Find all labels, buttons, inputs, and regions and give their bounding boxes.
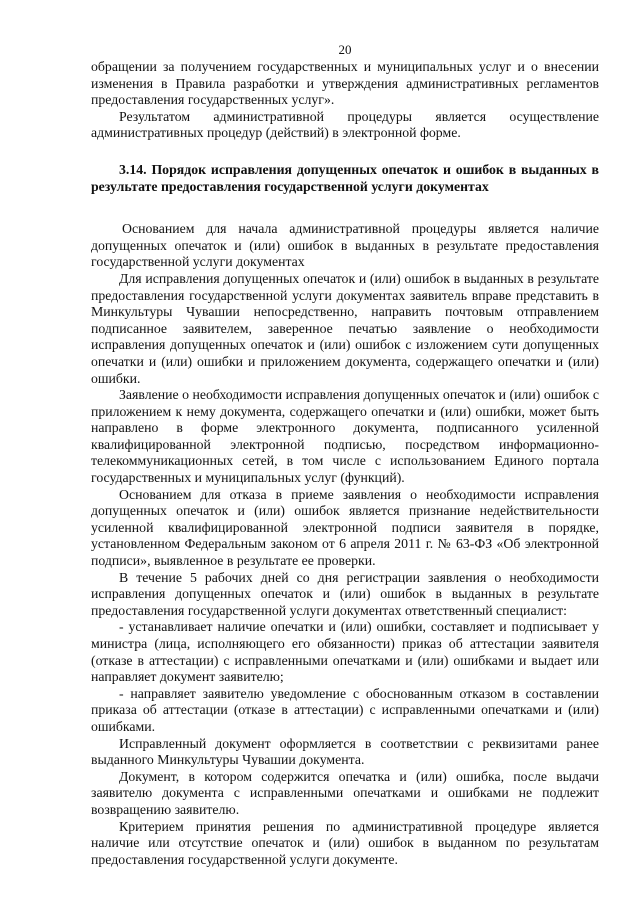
list-item-establish: - устанавливает наличие опечатки и (или) ошибки, составляет и подписывает у министра (лица, исполняющего его обязанности) приказ об аттестации заявителя (отказе в аттестации) с исправленными опечатками и (или) ошибками и выдает или направляет документ заявителю; xyxy=(91,619,599,685)
page-number: 20 xyxy=(338,42,352,57)
paragraph-five-days: В течение 5 рабочих дней со дня регистрации заявления о необходимости исправления допущенных опечаток и (или) ошибок в выданных в результате предоставления государственной услуги документах ответственный специалист: xyxy=(91,569,599,618)
intro-paragraph-result: Результатом административной процедуры является осуществление административных процедур (действий) в электронной форме. xyxy=(91,108,599,141)
document-page xyxy=(91,42,599,868)
paragraph-refusal-grounds: Основанием для отказа в приеме заявления о необходимости исправления допущенных опечаток и (или) ошибок является признание недействительности усиленной квалифицированной электронной подписи заявителя в порядке, установленном Федеральным законом от 6 апреля 2011 г. № 63-ФЗ «Об электронной подписи», выявленное в результате ее проверки. xyxy=(91,486,599,569)
paragraph-electronic-submission: Заявление о необходимости исправления допущенных опечаток и (или) ошибок с приложением к нему документа, содержащего опечатки и (или) ошибки, может быть направлено в форме электронного документа, подписанного усиленной квалифицированной электронной подписью, посредством информационно-телекоммуникационных сетей, в том числе с использованием Единого портала государственных и муниципальных услуг (функций). xyxy=(91,387,599,486)
paragraph-basis: Основанием для начала административной процедуры является наличие допущенных опечаток и (или) ошибок в выданных в результате предоставления государственной услуги документах xyxy=(91,221,599,270)
paragraph-corrected-document: Исправленный документ оформляется в соответствии с реквизитами ранее выданного Минкультуры Чувашии документа. xyxy=(91,735,599,768)
section-heading: 3.14. Порядок исправления допущенных опечаток и ошибок в выданных в результате предоставления государственной услуги документах xyxy=(91,161,599,194)
list-item-notify-refusal: - направляет заявителю уведомление с обоснованным отказом в составлении приказа об аттестации (отказе в аттестации) с исправленными опечатками и (или) ошибками. xyxy=(91,685,599,734)
paragraph-correction-request: Для исправления допущенных опечаток и (или) ошибок в выданных в результате предоставления государственной услуги документах заявитель вправе представить в Минкультуры Чувашии непосредственно, направить почтовым отправлением подписанное заявителем, заверенное печатью заявление о необходимости исправления допущенных опечаток и (или) ошибок с изложением сути допущенных опечатки и (или) ошибки и приложением документа, содержащего опечатки и (или) ошибки. xyxy=(91,270,599,386)
paragraph-decision-criterion: Критерием принятия решения по административной процедуре является наличие или отсутствие опечаток и (или) ошибок в выданном по результатам предоставления государственной услуги документе. xyxy=(91,818,599,867)
paragraph-not-returned: Документ, в котором содержится опечатка и (или) ошибка, после выдачи заявителю документа с исправленными опечатками и ошибками не подлежит возвращению заявителю. xyxy=(91,768,599,817)
intro-paragraph-continuation: обращении за получением государственных и муниципальных услуг и о внесении изменения в Правила разработки и утверждения административных регламентов предоставления государственных услуг». xyxy=(91,59,599,108)
